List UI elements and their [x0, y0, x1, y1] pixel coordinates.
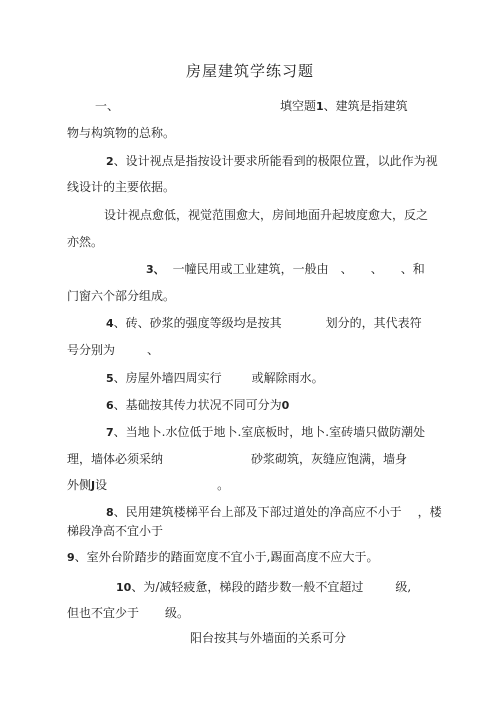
question-7-line-1: 7、当地卜.水位低于地卜.室底板时，地卜.室砖墙只做防潮处: [106, 425, 426, 439]
question-2-line-2: 线设计的主要依据。: [67, 180, 176, 194]
question-4-line-1: 4、砖、砂浆的强度等级均是按其 划分的，其代表符: [106, 316, 422, 330]
question-11-line-1: 阳台按其与外墙面的关系可分: [190, 631, 347, 645]
question-10-line-2: 但也不宜少于 级。: [67, 606, 190, 620]
question-1-line-2: 物与构筑物的总称。: [67, 126, 176, 140]
question-7-line-2: 理，墙体必须采纳 砂浆砌筑，灰缝应饱满，墙身: [67, 452, 408, 466]
question-8-line-2: 梯段净高不宜小于: [67, 524, 164, 538]
question-7-line-3: 外侧J设 。: [67, 478, 230, 492]
question-2-line-3: 设计视点愈低，视觉范围愈大，房间地面升起坡度愈大，反之: [104, 208, 429, 222]
question-6: 6、基础按其传力状况不同可分为0: [106, 398, 290, 412]
question-1-line-1: 填空题1、建筑是指建筑: [280, 99, 408, 113]
question-2-line-1: 2、设计视点是指按设计要求所能看到的极限位置，以此作为视: [106, 154, 438, 168]
question-8-line-1: 8、民用建筑楼梯平台上部及下部过道处的净高应不小于 ，楼: [106, 505, 442, 519]
section-number: 一、: [95, 99, 120, 113]
question-5: 5、房屋外墙四周实行 或解除雨水。: [106, 371, 324, 385]
question-2-line-4: 亦然。: [67, 235, 104, 249]
page-title: 房屋建筑学练习题: [185, 62, 314, 80]
question-9: 9、室外台阶踏步的踏面宽度不宜小于,踢面高度不应大于。: [67, 550, 379, 564]
question-3-line-2: 门窗六个部分组成。: [67, 289, 176, 303]
question-10-line-1: 10、为/减轻疲惫，梯段的踏步数一般不宜超过 级,: [116, 580, 412, 594]
question-3-line-1: 3、 一幢民用或工业建筑，一般由 、 、 、和: [146, 262, 425, 276]
question-4-line-2: 号分别为 、: [67, 343, 160, 357]
